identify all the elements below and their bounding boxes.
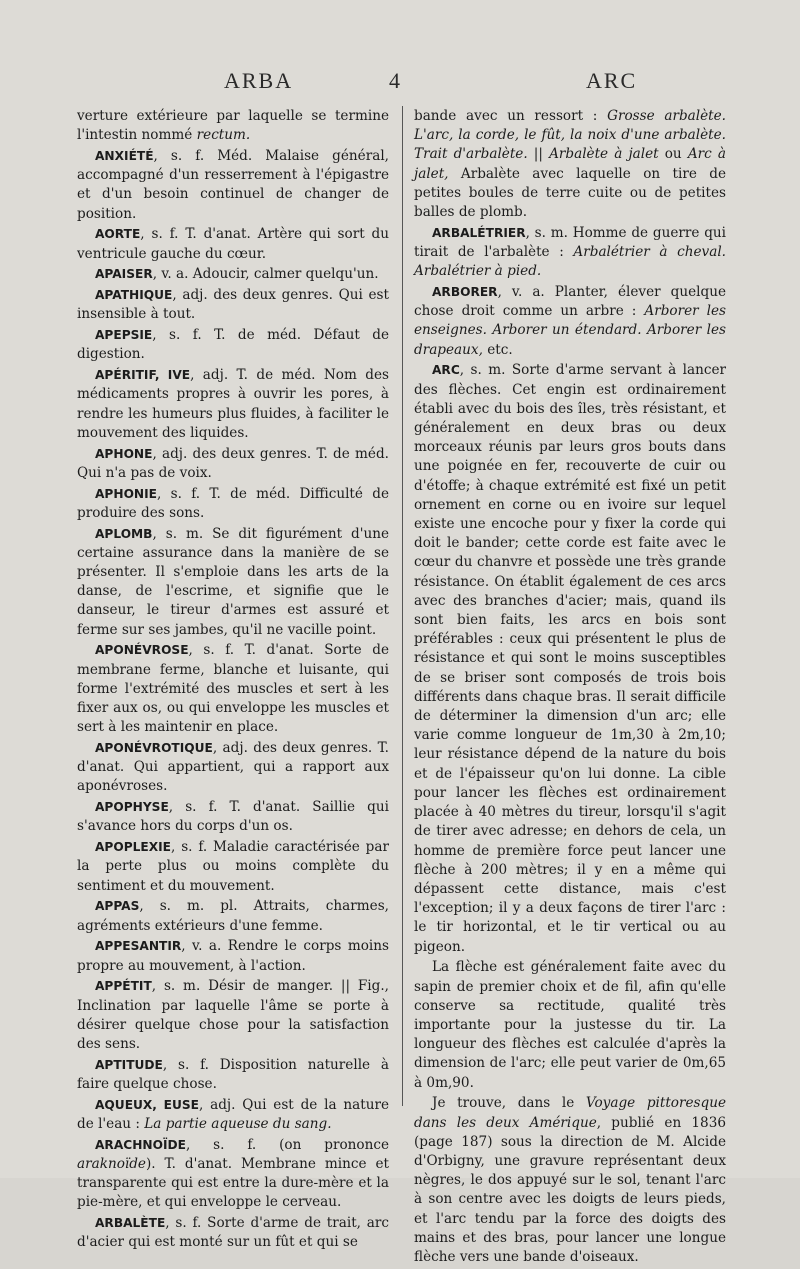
dictionary-entry bbox=[77, 641, 389, 737]
entry-headword: AQUEUX, EUSE bbox=[95, 1097, 199, 1112]
entry-headword: APOPHYSE bbox=[95, 800, 169, 815]
left-column bbox=[77, 107, 389, 1254]
dictionary-entry bbox=[77, 366, 389, 443]
entry-headword: APPESANTIR bbox=[95, 939, 182, 954]
dictionary-entry bbox=[77, 286, 389, 324]
entry-text: , s. f. Disposition naturelle à faire quelque chose. bbox=[77, 1056, 389, 1093]
entry-text: , v. a. Rendre le corps moins propre au mouvement, à l'action. bbox=[77, 938, 389, 974]
entry-text: , s. m. Désir de manger. || Fig., Inclination par laquelle l'âme se porte à désirer quelque chose pour la satisfaction des sens. bbox=[77, 978, 389, 1053]
entry-headword: ARACHNOÏDE bbox=[95, 1137, 186, 1152]
column-divider bbox=[402, 106, 403, 1106]
entry-text: , adj. des deux genres. T. de méd. Qui n'a pas de voix. bbox=[77, 445, 389, 481]
entry-text: Je trouve, dans le bbox=[432, 1095, 586, 1112]
entry-text: , s. m. Homme de guerre qui tirait de l'arbalète : bbox=[414, 224, 726, 261]
right-column bbox=[414, 107, 726, 1269]
entry-text: , s. f. T. de méd. Défaut de digestion. bbox=[77, 327, 389, 363]
dictionary-entry bbox=[77, 739, 389, 797]
entry-text: , s. f. T. d'anat. Sorte de membrane ferme, blanche et luisante, qui forme l'extrémité des muscles et sert à les fixer aux os, ou qui enveloppe les muscles et sert à les maintenir en place. bbox=[77, 642, 389, 736]
entry-text: etc. bbox=[482, 341, 513, 358]
entry-text: La flèche est généralement faite avec du sapin de premier choix et de fil, afin qu'elle conserve sa rectitude, qualité très importante pour la justesse du tir. La longueur des flèches est calculée d'après la dimension de l'arc; elle peut varier de 0m,65 à 0m,90. bbox=[414, 959, 726, 1091]
entry-text: , s. m. Sorte d'arme servant à lancer des flèches. Cet engin est ordinairement établi avec du bois des îles, très résistant, et généralement en deux bras ou deux morceaux réunis par leurs gros bouts dans une poignée en fer, recouverte de cuir ou d'étoffe; à chaque extrémité est fixé un petit ornement en corne ou en ivoire sur lequel existe une encoche pour y fixer la corde qui doit le bander; cette corde est faite avec le cœur du chanvre et possède une très grande résistance. On établit également de ces arcs avec des branches d'acier; mais, quand ils sont bien faits, les arcs en bois sont préférables : ceux qui présentent le plus de résistance et qui sont le moins susceptibles de se briser sont composés de trois bois différents dans chaque bras. Il serait difficile de déterminer la dimension d'un arc; elle varie comme longueur de 1m,30 à 2m,10; leur résistance dépend de la nature du bois et de l'épaisseur qu'on lui donne. La cible pour lancer les flèches est ordinairement placée à 40 mètres du tireur, lorsqu'il s'agit de tirer avec adresse; en dehors de cela, un homme de première force peut lancer une flèche à 200 mètres; il y en a même qui dépassent cette distance, mais c'est l'exception; il y a deux façons de tirer l'arc : le tir horizontal, et le tir vertical ou au pigeon. bbox=[414, 362, 726, 955]
dictionary-entry bbox=[77, 107, 389, 145]
entry-text: , s. f. Maladie caractérisée par la perte plus ou moins complète du sentiment et du mouvement. bbox=[77, 839, 389, 894]
entry-text: ). T. d'anat. Membrane mince et transparente qui est entre la dure-mère et la pie-mère, et qui enveloppe le cerveau. bbox=[77, 1156, 389, 1211]
entry-text: bande avec un ressort : bbox=[414, 108, 608, 124]
dictionary-entry bbox=[414, 958, 726, 1092]
dictionary-entry bbox=[414, 361, 726, 956]
entry-headword: ARC bbox=[432, 363, 460, 378]
dictionary-entry bbox=[77, 798, 389, 836]
entry-example: Arbalète à jalet bbox=[549, 146, 659, 163]
dictionary-entry bbox=[77, 326, 389, 364]
dictionary-entry bbox=[77, 1136, 389, 1213]
dictionary-entry bbox=[414, 107, 726, 222]
page-number: 4 bbox=[389, 68, 402, 93]
entry-headword: APÉRITIF, IVE bbox=[95, 368, 191, 383]
dictionary-entry bbox=[77, 225, 389, 263]
dictionary-entry bbox=[77, 1056, 389, 1094]
entry-text: , s. f. T. d'anat. Saillie qui s'avance hors du corps d'un os. bbox=[77, 799, 389, 835]
entry-example: Arbalétrier à cheval. Arbalétrier à pied. bbox=[414, 244, 726, 280]
dictionary-entry bbox=[77, 265, 389, 284]
running-head-left: ARBA bbox=[224, 68, 294, 93]
dictionary-entry bbox=[77, 445, 389, 483]
entry-text: , v. a. Planter, élever quelque chose droit comme un arbre : bbox=[414, 284, 726, 320]
dictionary-entry bbox=[77, 1214, 389, 1252]
entry-example: Arborer les enseignes. Arborer un étendard. Arborer les drapeaux, bbox=[414, 303, 726, 358]
entry-example: araknoïde bbox=[77, 1156, 146, 1173]
entry-headword: ARBORER bbox=[432, 285, 498, 300]
entry-headword: AORTE bbox=[95, 227, 141, 242]
entry-example: Grosse arbalète. L'arc, la corde, le fût, la noix d'une arbalète. Trait d'arbalète. bbox=[414, 108, 726, 163]
entry-headword: APHONIE bbox=[95, 486, 157, 501]
entry-headword: ARBALÉTRIER bbox=[432, 225, 526, 240]
entry-text: Arbalète avec laquelle on tire de petites boules de terre cuite ou de petites balles de plomb. bbox=[414, 165, 726, 221]
entry-text: || bbox=[527, 146, 550, 163]
entry-text: , adj. des deux genres. T. d'anat. Qui appartient, qui a rapport aux aponévroses. bbox=[77, 740, 389, 795]
entry-headword: APEPSIE bbox=[95, 328, 153, 343]
entry-headword: APAISER bbox=[95, 267, 153, 282]
entry-headword: APLOMB bbox=[95, 526, 153, 541]
entry-headword: APONÉVROTIQUE bbox=[95, 741, 213, 756]
dictionary-entry bbox=[77, 937, 389, 975]
entry-text: , adj. des deux genres. Qui est insensible à tout. bbox=[77, 287, 389, 323]
entry-text: , s. m. pl. Attraits, charmes, agréments extérieurs d'une femme. bbox=[77, 898, 389, 934]
entry-text: , adj. T. de méd. Nom des médicaments propres à ouvrir les pores, à rendre les humeurs plus fluides, à faciliter le mouvement des liquides. bbox=[77, 367, 389, 441]
entry-headword: APPÉTIT bbox=[95, 979, 152, 994]
entry-text: , s. f. (on prononce bbox=[185, 1136, 389, 1153]
entry-example: rectum. bbox=[196, 127, 251, 144]
entry-text: verture extérieure par laquelle se termine l'intestin nommé bbox=[77, 108, 389, 144]
entry-text: , v. a. Adoucir, calmer quelqu'un. bbox=[152, 266, 379, 283]
entry-text: , publié en 1836 (page 187) sous la direction de M. Alcide d'Orbigny, une gravure représentant deux nègres, le dos appuyé sur le sol, tenant l'arc à son centre avec les doigts de leurs pieds, et l'arc tendu par la force des doigts des mains et des bras, pour lancer une longue flèche vers une bande d'oiseaux. bbox=[414, 1114, 726, 1265]
entry-headword: APHONE bbox=[95, 446, 153, 461]
dictionary-entry bbox=[77, 838, 389, 896]
dictionary-entry bbox=[414, 283, 726, 360]
entry-text: , s. f. Sorte d'arme de trait, arc d'acier qui est monté sur un fût et qui se bbox=[77, 1215, 389, 1251]
dictionary-entry bbox=[77, 897, 389, 935]
entry-headword: APPAS bbox=[95, 899, 140, 914]
entry-headword: APATHIQUE bbox=[95, 288, 173, 303]
entry-text: , s. f. T. de méd. Difficulté de produire des sons. bbox=[77, 485, 389, 521]
entry-headword: APTITUDE bbox=[95, 1057, 163, 1072]
entry-headword: APOPLEXIE bbox=[95, 840, 172, 855]
dictionary-entry bbox=[77, 977, 389, 1054]
entry-headword: ARBALÈTE bbox=[95, 1216, 166, 1231]
entry-example: La partie aqueuse du sang. bbox=[144, 1116, 332, 1133]
dictionary-entry bbox=[414, 1094, 726, 1267]
dictionary-entry bbox=[414, 224, 726, 282]
entry-text: , s. f. Méd. Malaise général, accompagné d'un resserrement à l'épigastre et d'un besoin continuel de changer de position. bbox=[77, 148, 389, 222]
entry-headword: ANXIÉTÉ bbox=[95, 149, 154, 163]
dictionary-entry bbox=[77, 485, 389, 523]
dictionary-entry bbox=[77, 525, 389, 640]
entry-text: , adj. Qui est de la nature de l'eau : bbox=[77, 1096, 389, 1133]
entry-headword: APONÉVROSE bbox=[95, 643, 189, 658]
dictionary-entry bbox=[77, 1096, 389, 1134]
entry-text: ou bbox=[658, 146, 688, 163]
dictionary-entry bbox=[77, 147, 389, 224]
entry-text: , s. f. T. d'anat. Artère qui sort du ventricule gauche du cœur. bbox=[77, 226, 389, 262]
running-head-right: ARC bbox=[586, 68, 638, 93]
entry-text: , s. m. Se dit figurément d'une certaine assurance dans la manière de se présenter. Il s'emploie dans les arts de la danse, de l'escrime, et signifie que le danseur, le tireur d'armes est assuré et ferme sur ses jambes, qu'il ne vacille point. bbox=[77, 525, 389, 638]
entry-example: Arc à jalet, bbox=[414, 146, 726, 182]
entry-example: Voyage pittoresque dans les deux Amérique bbox=[414, 1095, 726, 1131]
